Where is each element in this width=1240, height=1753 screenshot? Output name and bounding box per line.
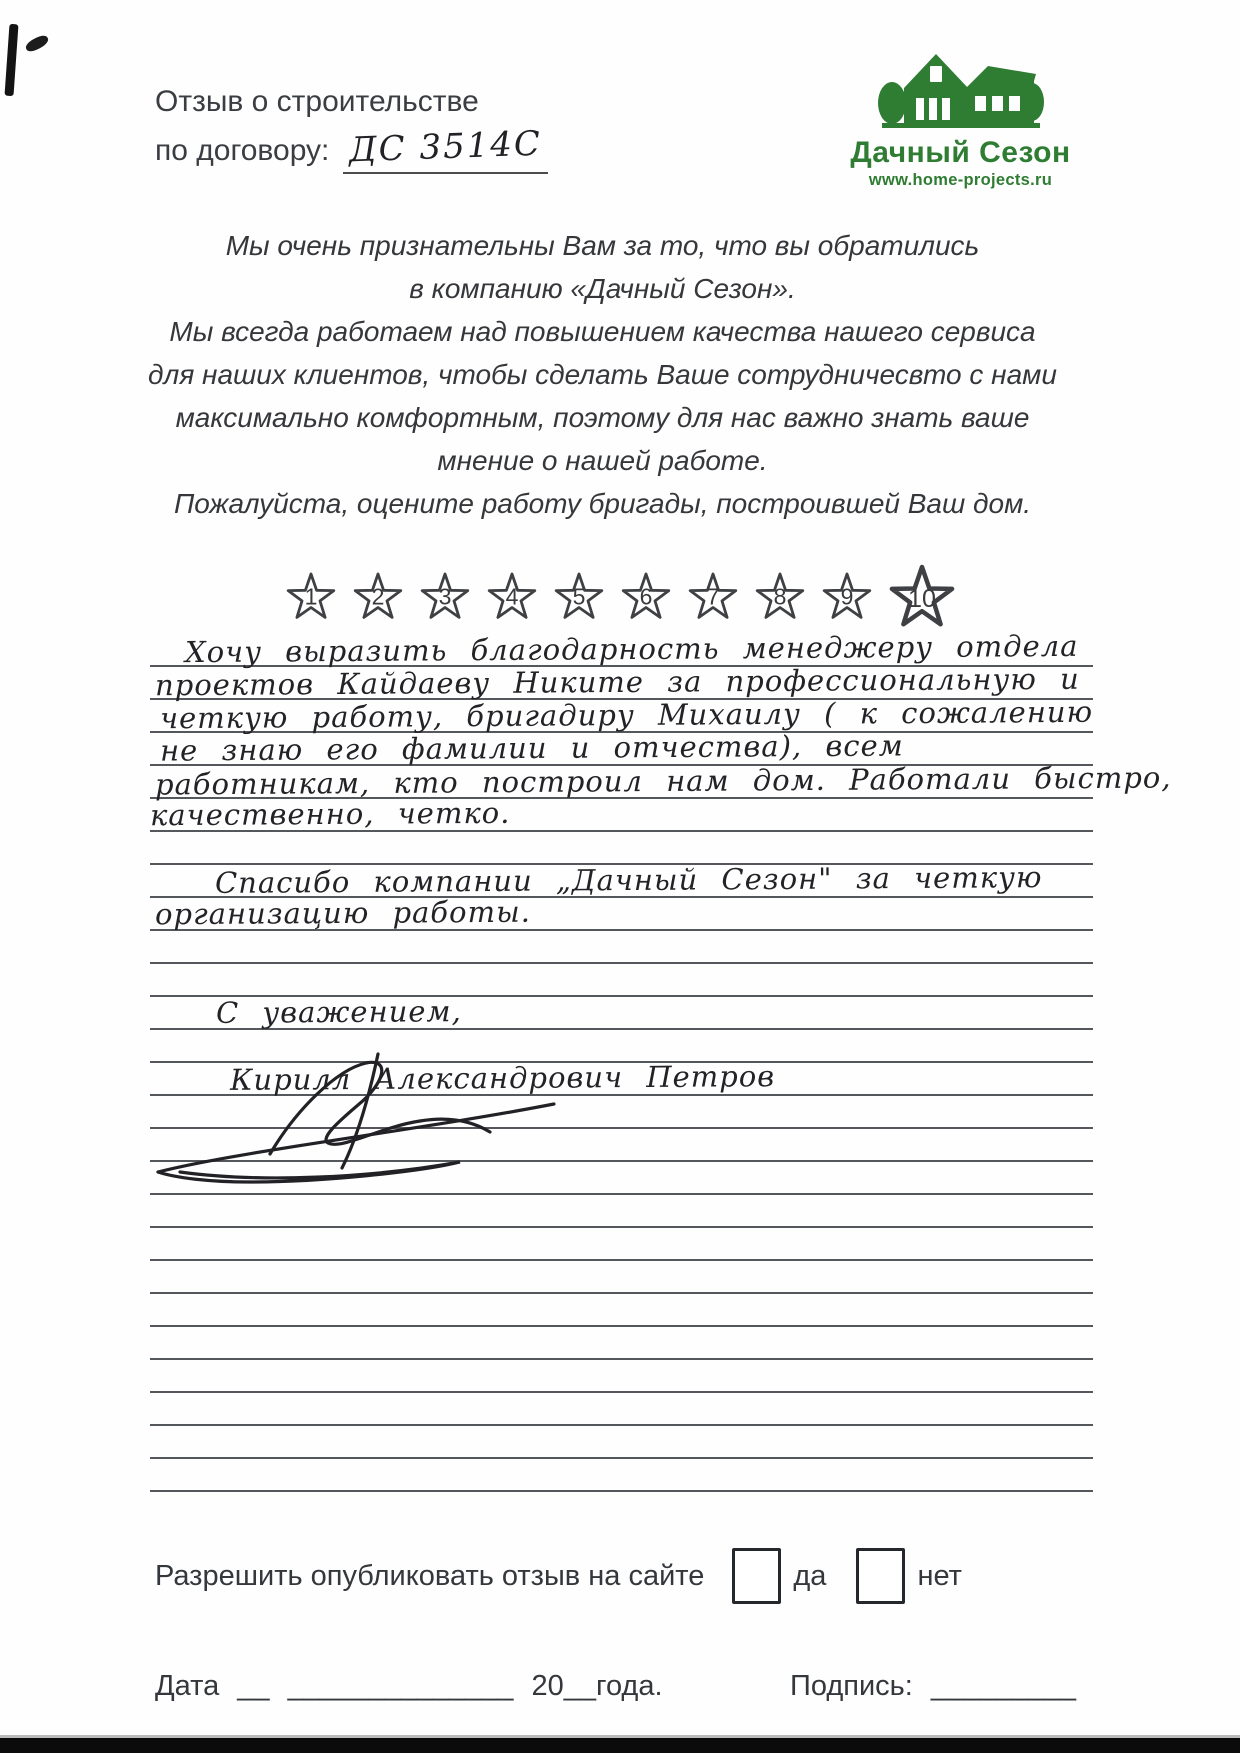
contract-number-field[interactable] <box>343 125 548 174</box>
handwritten-review-line: проектов Кайдаеву Никите за профессиональную и <box>154 661 1080 703</box>
date-year: 20__года. <box>531 1670 663 1702</box>
publish-no-label: нет <box>917 1559 962 1592</box>
scan-edge <box>0 1738 1240 1753</box>
company-website[interactable]: www.home-projects.ru <box>868 171 1053 189</box>
ruled-line <box>150 1292 1093 1294</box>
svg-text:3: 3 <box>438 583 451 610</box>
ruled-line <box>150 1259 1093 1261</box>
handwritten-review-line: качественно, четко. <box>149 795 511 833</box>
rating-star-2[interactable] <box>353 571 403 621</box>
publish-permission-row <box>155 1548 962 1604</box>
ruled-line <box>150 1391 1093 1393</box>
house-icon <box>876 40 1046 132</box>
signature-label: Подпись: <box>790 1670 913 1702</box>
ruled-line <box>150 1490 1093 1492</box>
intro-line: мнение о нашей работе. <box>437 445 768 476</box>
rating-star-10[interactable] <box>889 563 955 629</box>
date-label: Дата <box>155 1670 220 1702</box>
company-name: Дачный Сезон <box>850 136 1071 169</box>
contract-number-handwritten: ДС 3514С <box>348 123 544 171</box>
rating-star-9[interactable] <box>822 571 872 621</box>
ruled-line <box>150 1325 1093 1327</box>
svg-text:1: 1 <box>304 583 317 610</box>
intro-text <box>80 224 1125 525</box>
handwritten-review-line: Спасибо компании „Дачный Сезон" за четкую <box>214 860 1043 900</box>
intro-line: в компанию «Дачный Сезон». <box>409 273 796 304</box>
publish-no-checkbox[interactable] <box>856 1548 905 1604</box>
form-header <box>155 78 548 174</box>
handwritten-review-line: не знаю его фамилии и отчества), всем <box>159 728 904 768</box>
svg-text:5: 5 <box>572 583 585 610</box>
ruled-line <box>150 1358 1093 1360</box>
date-blank-short: __ <box>237 1670 270 1702</box>
handwritten-review-line: С уважением, <box>215 994 462 1030</box>
rating-star-3[interactable] <box>420 571 470 621</box>
intro-line: для наших клиентов, чтобы сделать Ваше сотрудничесвто с нами <box>148 359 1057 390</box>
svg-text:10: 10 <box>907 585 936 614</box>
handwritten-review-line: Хочу выразить благодарность менеджеру отдела <box>184 628 1079 670</box>
company-logo <box>848 40 1073 191</box>
svg-text:4: 4 <box>505 583 518 610</box>
rating-star-1[interactable] <box>286 571 336 621</box>
scan-artifact <box>4 24 18 96</box>
contract-label: по договору: <box>155 134 330 167</box>
signature-scribble <box>118 1042 598 1197</box>
intro-line: Пожалуйста, оцените работу бригады, построившей Ваш дом. <box>173 488 1032 519</box>
rating-star-7[interactable] <box>688 571 738 621</box>
rating-stars-row <box>150 560 1090 632</box>
svg-text:9: 9 <box>840 583 853 610</box>
form-title: Отзыв о строительстве <box>155 85 479 118</box>
date-blank-long: ______________ <box>287 1670 514 1702</box>
ruled-line <box>150 1424 1093 1426</box>
rating-star-5[interactable] <box>554 571 604 621</box>
handwritten-review-line: организацию работы. <box>154 894 531 932</box>
intro-line: Мы очень признательны Вам за то, что вы обратились <box>225 230 980 261</box>
rating-star-6[interactable] <box>621 571 671 621</box>
ruled-line <box>150 1226 1093 1228</box>
date-field[interactable] <box>155 1670 673 1703</box>
ruled-line <box>150 1457 1093 1459</box>
handwritten-review-line: Кирилл Александрович Петров <box>229 1059 776 1097</box>
publish-label: Разрешить опубликовать отзыв на сайте <box>155 1559 705 1592</box>
handwritten-review-line: работникам, кто построил нам дом. Работали быстро, <box>154 760 1172 802</box>
intro-line: Мы всегда работаем над повышением качества нашего сервиса <box>169 316 1036 347</box>
publish-yes-checkbox[interactable] <box>732 1548 781 1604</box>
signature-blank: _________ <box>930 1670 1077 1702</box>
handwritten-review-line: четкую работу, бригадиру Михаилу ( к сожалению <box>159 694 1094 736</box>
svg-text:8: 8 <box>773 583 786 610</box>
svg-text:2: 2 <box>371 583 384 610</box>
publish-yes-label: да <box>793 1559 827 1592</box>
rating-star-8[interactable] <box>755 571 805 621</box>
scan-artifact <box>24 33 50 54</box>
ruled-line <box>150 962 1093 964</box>
rating-star-4[interactable] <box>487 571 537 621</box>
intro-line: максимально комфортным, поэтому для нас важно знать ваше <box>175 402 1030 433</box>
svg-text:7: 7 <box>706 583 719 610</box>
signature-field[interactable] <box>790 1670 1086 1703</box>
svg-text:6: 6 <box>639 583 652 610</box>
